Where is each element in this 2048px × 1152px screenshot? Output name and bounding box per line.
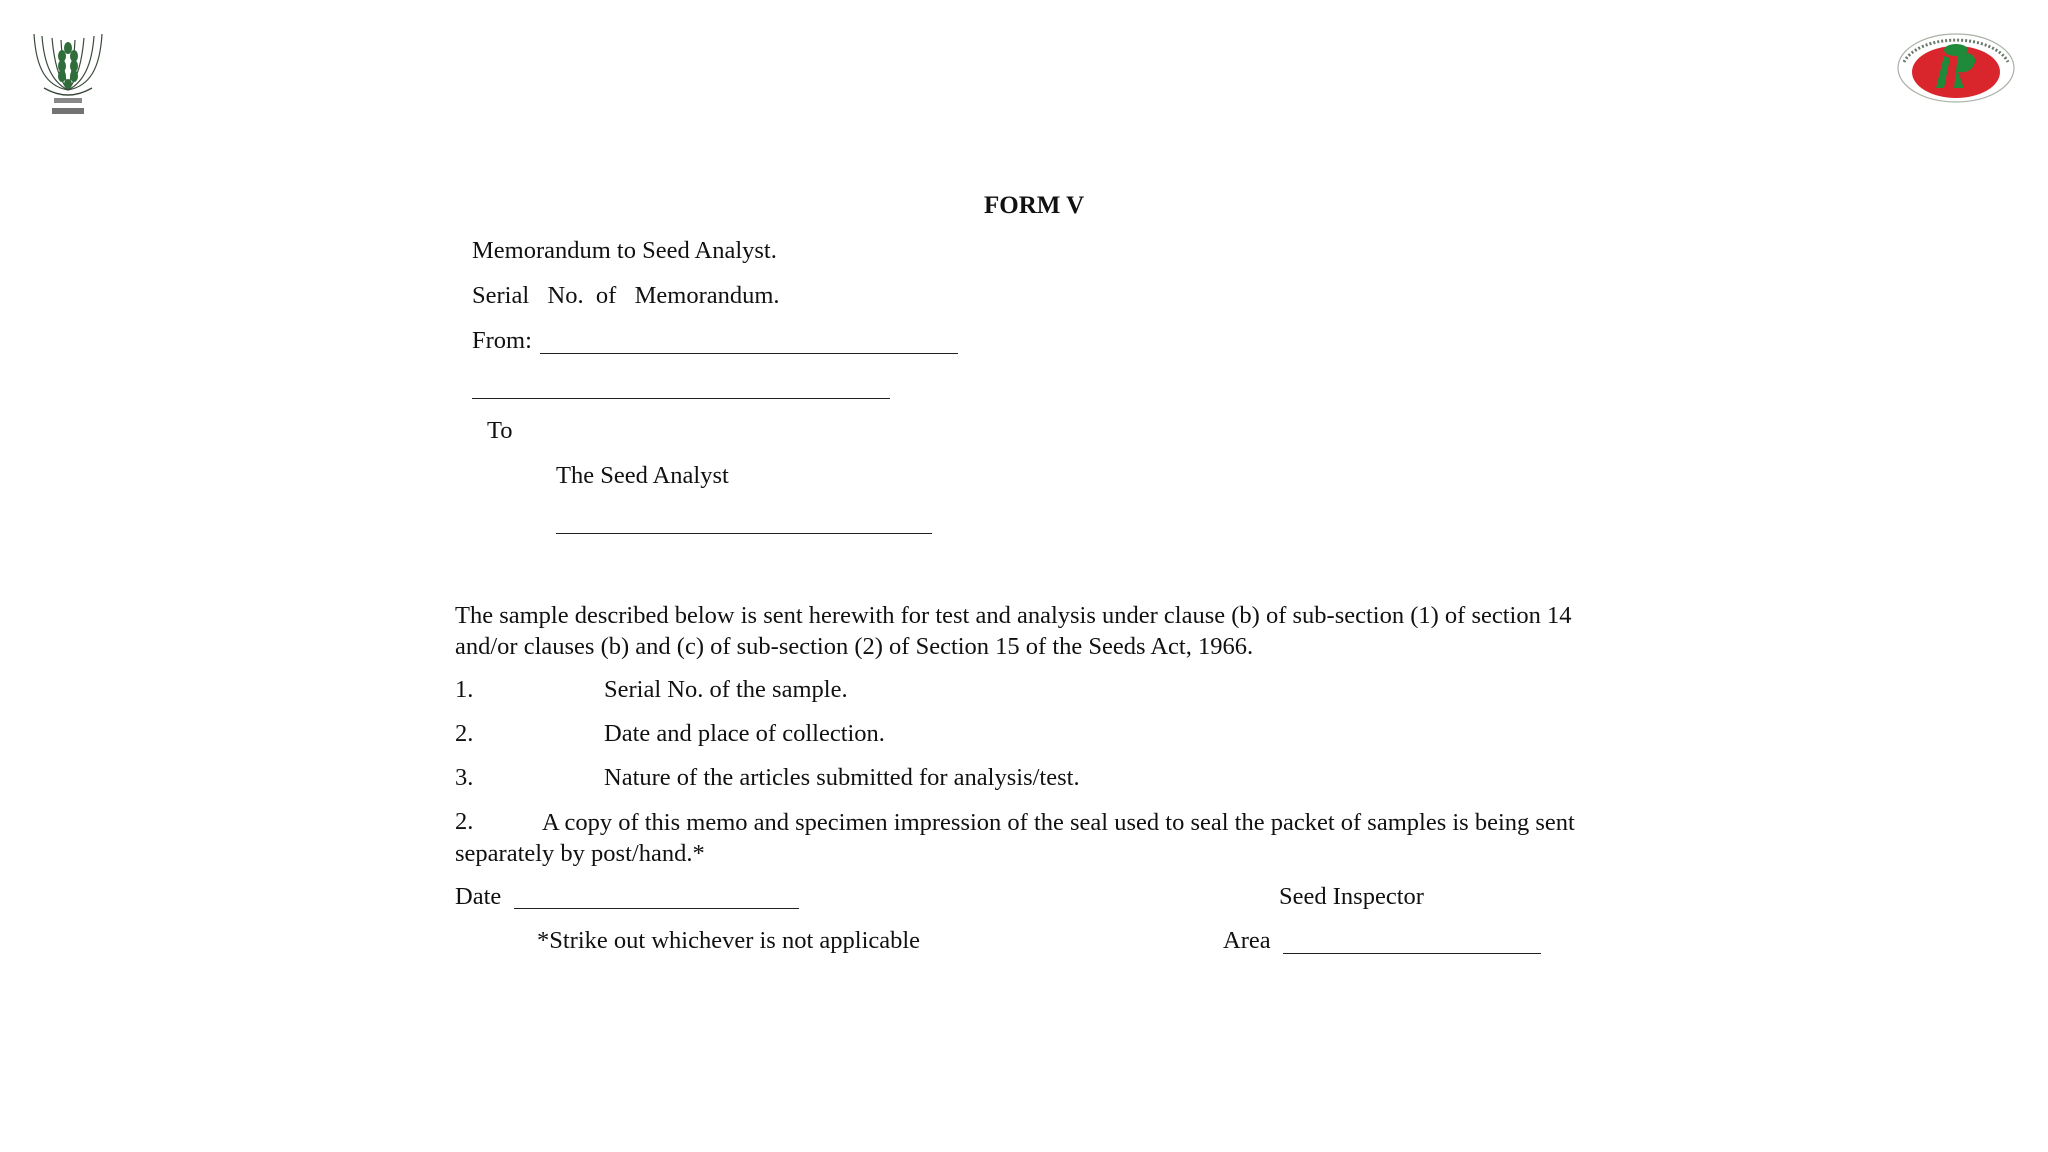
directorate-seal-logo [1894,28,2018,104]
from-label: From: [472,327,532,354]
addressee-line[interactable] [556,533,932,534]
copy-number: 2. [455,808,474,835]
area-field-line[interactable] [1283,953,1541,954]
signatory-label: Seed Inspector [1279,883,1424,910]
wheat-emblem-icon [28,28,108,120]
item-text: Date and place of collection. [604,720,885,747]
item-number: 3. [455,764,474,791]
date-label: Date [455,883,502,910]
serial-line: Serial No. of Memorandum. [472,282,780,309]
item-number: 2. [455,720,474,747]
footnote: *Strike out whichever is not applicable [537,927,921,954]
date-field-line[interactable] [514,908,799,909]
intro-paragraph: The sample described below is sent herewith for test and analysis under clause (b) of sub-section (1) of section 14 and/or clauses (b) and (c) of sub-section (2) of Section 15 of the Seeds Act, 1966. [455,602,1572,660]
from-field-line[interactable] [540,353,958,354]
item-text: Serial No. of the sample. [604,676,848,703]
to-label: To [487,417,513,444]
from-address-line[interactable] [472,398,890,399]
icar-logo [28,28,108,120]
copy-paragraph-text: A copy of this memo and specimen impression of the seal used to seal the packet of samples is being sent separately by post/hand.* [455,809,1575,867]
addressee: The Seed Analyst [556,462,729,489]
form-title: FORM V [984,192,1085,219]
item-number: 1. [455,676,474,703]
copy-paragraph [455,807,1585,869]
memorandum-line: Memorandum to Seed Analyst. [472,237,777,264]
area-label: Area [1223,927,1271,954]
seal-icon [1894,28,2018,104]
item-text: Nature of the articles submitted for analysis/test. [604,764,1080,791]
